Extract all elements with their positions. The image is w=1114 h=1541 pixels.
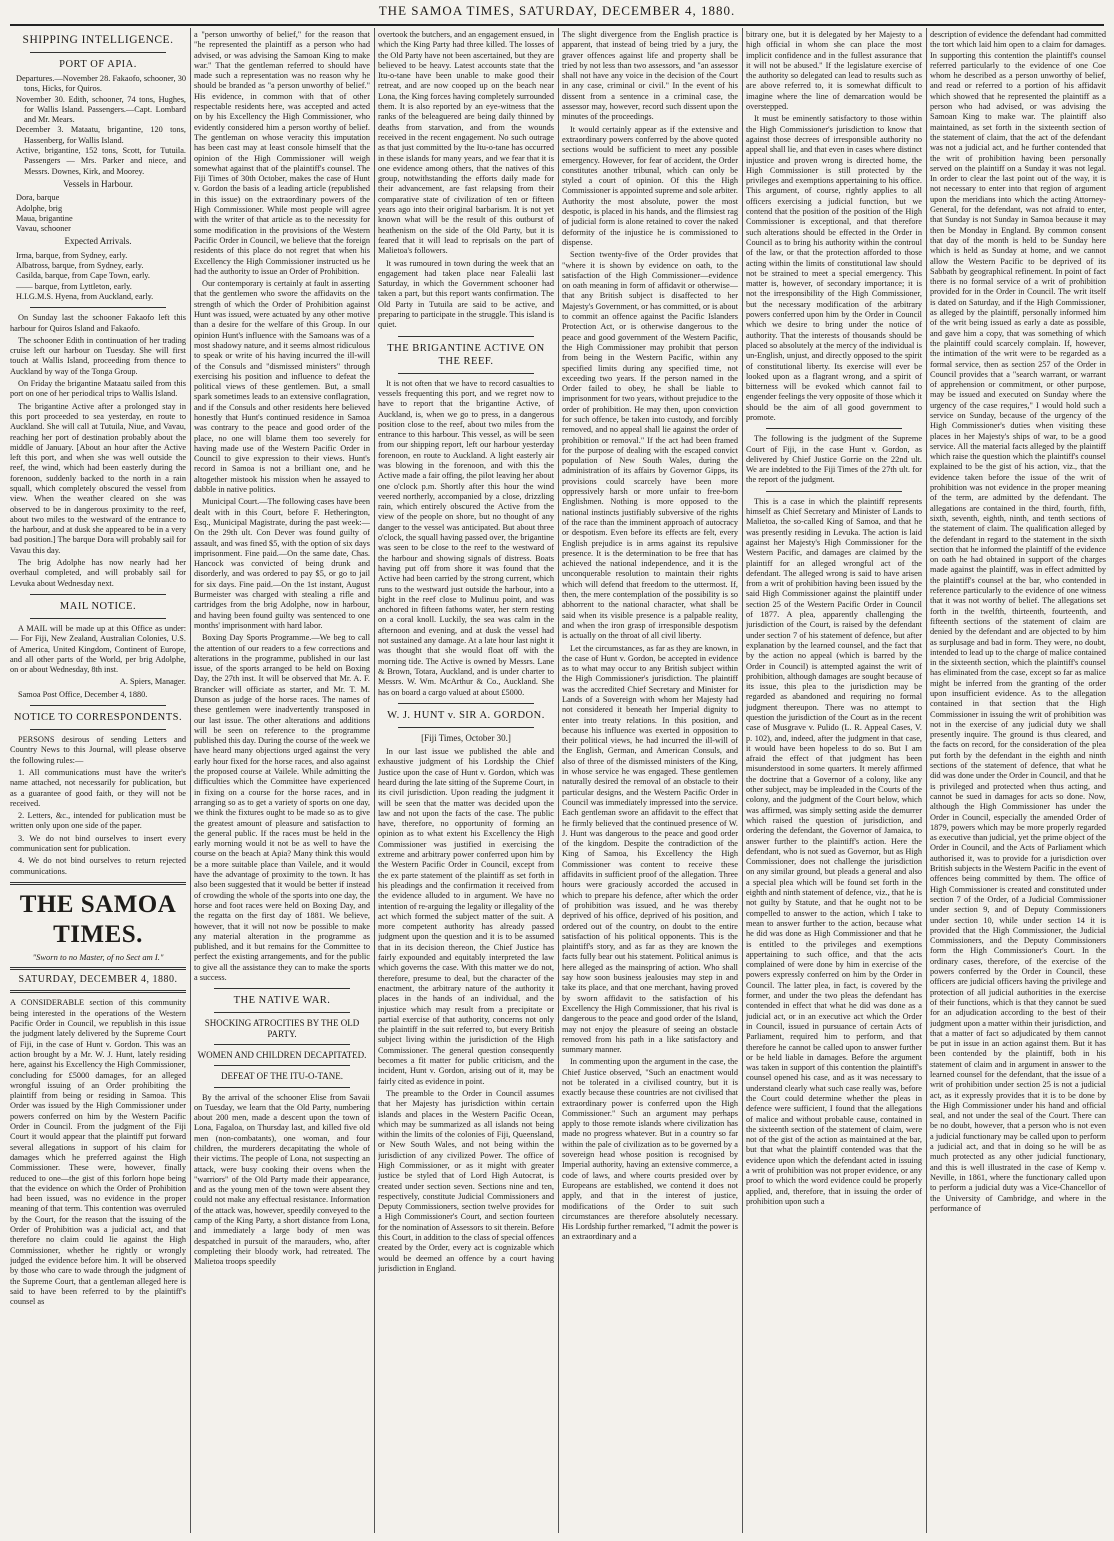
- list-item: H.I.G.M.S. Hyena, from Auckland, early.: [16, 291, 154, 301]
- judgment-paragraph: This is a case in which the plaintiff represents himself as Chief Secretary and Minister of Lands to Malietoa, the so-called King of Samoa, and that he was presently residing in Levuka. The action is laid against her Majesty's High Commissioner for the Western Pacific, and damages are claimed by the plaintiff for an alleged wrongful act of the defendant. The alleged wrong is said to have arisen from a writ of prohibition having been issued by the said High Commissioner against the plaintiff under section 25 of the Western Pacific Order in Council of 1877. A plea, apparently challenging the jurisdiction of the Court, is raised by the defendant under section 7 of his statement of defence, but after explanation by the learned counsel, and the fact that by the action no appeal (which is barred by the Order in Council) is attempted against the writ of prohibition, although damages are sought because of its issue, this plea to the jurisdiction may be regarded as abandoned and requiring no formal judgment thereupon. There was no attempt to question the jurisdiction of the Court as in the recent case of Musgrave v. Pulido (L. R. Appeal Cases, V. p. 102), and, indeed, after the judgment in that case, it would have been hopeless to do so. But I am afraid the effect of that judgment has been misunderstood in some quarters. It merely affirmed the doctrine that a Governor of a colony, like any other subject, may be impleaded in the Courts of the colony, and the judgment of the Court below, which was affirmed, was simply setting aside the demurrer which raised the question of jurisdiction, and ordering the defendant, the Governor of Jamaica, to answer further to the plaintiff's action. Here the defendant, who is not sued as Governor, but as High Commissioner, does not challenge the jurisdiction on any similar ground, but pleads a general and also a special plea which will be found set forth in the eighth and ninth statement of defence, viz., that he is not guilty by Statute, and that he ought not to be compelled to answer to the action, which I take to mean to answer further to the action, because what he did was done as High Commissioner and that he is entitled to the privileges and exemptions appertaining to such office, and that the acts complained of were done by him in exercise of the powers expressly conferred on him by the Order in Council. The latter plea, in fact, is covered by the former, and under the two pleas the defendant has contended in effect that what he did was done as a judicial act, or in an executive act which the Order in Council, issued in pursuance of certain Acts of Parliament, required him to perform, and that therefore he cannot be called upon to answer further or be held liable in damages. Before the argument was taken in support of this contention the plaintiff's counsel opened his case, and as it was necessary to understand clearly what such case really was, before the Court could determine whether the pleas in defence were sufficient, I found that the allegations of malice and without probable cause, contained in the sixteenth section of the statement of claim, were not of the gist of the action as maintained at the bar, but that what the plaintiff contended was that the evidence upon which the defendant acted in issuing a writ of prohibition was not proper evidence, or any proof to which the word evidence could be properly applied, and, therefore, that in issuing the order of prohibition upon such a: [746, 496, 922, 1206]
- rule-item: 2. Letters, &c., intended for publication must be written only upon one side of the paper.: [10, 811, 186, 831]
- mail-signature: A. Spiers, Manager.: [119, 677, 186, 687]
- divider: [30, 594, 166, 595]
- war-subheading: DEFEAT OF THE ITU-O-TANE.: [221, 1071, 343, 1082]
- list-item: Casilda, barque, from Cape Town, early.: [16, 271, 150, 281]
- masthead-date: SATURDAY, DECEMBER 4, 1880.: [18, 974, 178, 986]
- divider: [214, 1087, 350, 1088]
- rule-item: 3. We do not bind ourselves to insert every communication sent for publication.: [10, 833, 186, 853]
- masthead-rule: [10, 967, 186, 970]
- divider: [214, 1012, 350, 1013]
- hunt-paragraph: It would certainly appear as if the extensive and extraordinary powers conferred by the above quoted sections would be sufficient to meet any possible emergency. However, for fear of accident, the Order constitutes another tribunal, which can only be styled a court of opinion. Of this the High Commissioner is appointed supreme and sole arbiter. Authority the most absolute, power the most despotic, is placed in his hands, and the flimsiest rag of judicial form is alone retained to cover the naked deformity of the injustice he is commissioned to dispense.: [562, 124, 738, 247]
- divider: [766, 491, 902, 492]
- correspondents-intro: PERSONS desirous of sending Letters and Country News to this Journal, will please observe the following rules:—: [10, 735, 186, 765]
- divider: [214, 988, 350, 989]
- expected-heading: Expected Arrivals.: [64, 236, 132, 247]
- hunt-source: [Fiji Times, October 30.]: [421, 732, 511, 743]
- masthead-title: THE SAMOA TIMES.: [19, 890, 177, 948]
- column-rule: [374, 28, 375, 1533]
- editorial-paragraph: Our contemporary is certainly at fault in asserting that the gentlemen who swore the affidavits on the strength of which the Order of Prohibition against Hunt was issued, were actuated by any other motive than a desire for the welfare of this Group. In our opinion Hunt's influence with the Samoans was of a most shadowy nature, and it seems almost ridiculous to speak or write of his having incurred the ill-will of the Consuls and "dismissed ministers" through exercising his position and influence to defeat the political views of these gentlemen. But, a small spark sometimes leads to an extensive conflagration, and if the Consuls and other residents here believed honestly that Hunt's continued residence in Samoa was contrary to the peace and good order of the place, no one will blame them too severely for having made use of the Western Pacific Order in Council to give expression to their views. Hunt's record in Samoa is not a brilliant one, and he altogether mistook his mission when he assayed to dabble in native politics.: [194, 279, 370, 495]
- list-item: Vavau, schooner: [16, 224, 71, 234]
- divider: [214, 1065, 350, 1066]
- list-item: Departures.—November 28. Fakaofo, schooner, 30 tons, Hicks, for Quiros.: [16, 74, 186, 94]
- shipping-paragraph: The brigantine Active after a prolonged stay in this port proceeded to sea yesterday, en route to Auckland. She will call at Tutuila, Niue, and Vavau, reaching her port of destination probably about the middle of January. [About an hour after the Active left this port, and when she was well outside the reef, the wind, which had been easterly during the forenoon, suddenly backed to the north in a rain squall, which completely obscured the vessel from view. When the weather cleared on she was observed to be in dangerous proximity to the reef, about two miles to the westward of the entrance to the harbour, and at dusk she appeared to be in a very bad position.] The barque Dora will probably sail for Vavau this day.: [10, 401, 186, 555]
- column-2: [194, 30, 370, 1530]
- shipping-paragraph: On Sunday last the schooner Fakaofo left this harbour for Quiros Island and Fakaofo.: [10, 313, 186, 333]
- war-paragraph: overtook the butchers, and an engagement ensued, in which the King Party had three killed. The losses of the Old Party have not been ascertained, but they are believed to be heavy. Latest accounts state that the Itu-o-tane have been unable to make good their retreat, and are now cooped up on the beach near Lona, the King forces having completely surrounded them. It is also reported by an eye-witness that the ranks of the beleaguered are being daily thinned by deaths from starvation, and from the wounds received in the recent engagement. No such outrage as that just committed by the Itu-o-tane has occurred in these islands for many years, and we fear that it is one evidence among others, that the natives of this group, notwithstanding the efforts daily made for their advancement, are fast relapsing from their comparative state of civilization of ten or fifteen years ago into their original barbarism. It is not yet known what will be the result of this outburst of heathenism on the side of the Old Party, but it is feared that it will lead to reprisals on the part of Malietoa's followers.: [378, 30, 554, 256]
- judgment-paragraph: description of evidence the defendant had committed the tort which laid him open to a claim for damages. In supporting this contention the plaintiff's counsel referred particularly to the evidence of one Coe whom he described as a person unworthy of belief, and read or referred to a portion of his affidavit which showed that he represented the plaintiff as a person who had advised, or was advising the Samoan King to make war. The plaintiff also maintained, as set forth in the sixteenth section of the statement of claim, that the act of the defendant was not a judicial act, and he further contended that the writ of prohibition having been personally served on the plaintiff on a Sunday it was not legal. In order to clear the last point out of the way, it is not necessary to enter into that region of argument upon the meridians into which the acting Attorney-General, for the defendant, was not afraid to enter, that Sunday is not Sunday in Samoa because it may then be Monday in England. By common consent that day of the month is held to be Sunday here which is held as Sunday at home, and we cannot allow the Western Pacific to be deprived of its Sabbath by geographical refinement. In point of fact there is no formal service of a writ of prohibition provided for in the Order in Council. The writ itself is dated on Saturday, and if the High Commissioner, as alleged by the plaintiff, personally informed him of the writ being issued as early a date as possible, and gave him a copy, that was something of which the plaintiff could scarcely complain. If, however, the intimation of the writ were to be regarded as a formal service, then as section 257 of the Order in Council provides that a "search warrant, or warrant of apprehension or commitment, or other purpose, may be issued and executed on Sunday where the urgency of the case requires," I would hold such a service on Sunday, because of the urgency of the High Commissioner's duties when visiting these places in her Majesty's ships of war, to be a good service. All the material facts alleged by the plaintiff which raise the question which the plaintiff's counsel explained to be the gist of his action, viz., that the evidence taken before the issue of the writ of prohibition was not evidence in the proper meaning of the term, are admitted by the defendant. The allegations are contained in the third, fourth, fifth, sixth, seventh, eighth, ninth, and tenth sections of the statement of claim. The qualification alleged by the defendant in regard to the statement in the sixth section that he informed the plaintiff of the evidence on oath he had obtained in support of the charges made against the plaintiff, was in effect admitted by the plaintiff's counsel at the bar, who contended in reference particularly to the evidence of one witness that it was not worthy of belief. The allegations set forth in the twelfth, thirteenth, fourteenth, and fifteenth sections of the statement of claim are denied by the defendant and are objected to by him as surplusage and bad in form. They were, no doubt, intended to lead up to the charge of malice contained in the sixteenth section, which the plaintiff's counsel has eliminated from the case, except so far as malice might be inferred from the granting of the order upon insufficient evidence. As to the allegation contained in that section that the High Commissioner in issuing the writ of prohibition was not in the exercise of any judicial duty we shall presently inquire. The ground is thus cleared, and the facts on record, for the consideration of the plea put forth by the defendant in the eighth and ninth sections of the statement of defence, that what he did was done under the Order in Council, and that he is privileged and protected when thus acting, and cannot be sued in damages for acts so done. Now, although the High Commissioner has under the Order in Council, especially the amended Order of 1879, powers which may be more properly regarded as executive than judicial, yet the prime object of the Order in Council, and the Acts of Parliament which authorised it, was to provide for a jurisdiction over British subjects in the Western Pacific in the event of offences being committed by them. The office of High Commissioner is created and constituted under section 7 of the Order, of a Judicial Commissioner under section 9, and of Deputy Commissioners under section 10, while under section 14 it is provided that the High Commissioner, the Judicial Commissioners, and the Deputy Commissioners form the High Commissioner's Court. In the ordinary cases, therefore, of the exercise of the powers conferred by the Order in Council, these officers are judicial officers having the privilege and protection of all judicial authorities in the exercise of their functions, which is that they cannot be sued for an adjudication according to the best of their judgment upon a matter within their jurisdiction, and that a matter of fact so adjudicated by them cannot be put in issue in an action against them. But it has been contended by the plaintiff, both in his statement of claim and in argument in answer to the learned counsel for the defendant, that the issue of a writ of prohibition under section 25 is not a judicial act, as it expressly provides that it is to be done by the High Commissioner under his hand and official seal, and not under the seal of the Court. There can be no doubt, however, that a person who is not even a judicial functionary may be called upon to perform a judicial act, and that in doing so he will be as much protected as any other judicial functionary, and this is well illustrated in the case of Kemp v. Neville, in 1861, where the functionary called upon to perform a judicial duty was a Vice-Chancellor of the University of Cambridge, and where in the performance of: [930, 30, 1106, 1213]
- column-3: [378, 30, 554, 1530]
- expected-list: [10, 251, 186, 302]
- mail-heading: MAIL NOTICE.: [59, 600, 137, 612]
- judgment-intro: The following is the judgment of the Supreme Court of Fiji, in the case Hunt v. Gordon, as delivered by Chief Justice Gorrie on the 22nd ult. We are indebted to the Fiji Times of the 27th ult. for the report of the judgment.: [746, 434, 922, 485]
- shipping-paragraph: The brig Adolphe has now nearly had her overhaul completed, and will probably sail for Levuka about Wednesday next.: [10, 558, 186, 588]
- mail-office: Samoa Post Office, December 4, 1880.: [18, 689, 148, 699]
- header-rule: [10, 24, 1104, 26]
- vessels-list: [10, 193, 186, 234]
- column-1: [10, 30, 186, 1530]
- hunt-paragraph: In our last issue we published the able and exhaustive judgment of his Lordship the Chief Justice upon the case of Hunt v. Gordon, which was heard during the late sitting of the Supreme Court, in its civil jurisdiction. Upon reading the judgment it will be seen that the matter was decided upon the law and not upon the facts of the case. The public have, therefore, no opportunity of forming an opinion as to what extent his Excellency the High Commissioner was justified in exercising the extreme and arbitrary power conferred upon him by the Western Pacific Order in Council, except from the ex parte statement of the plaintiff as set forth in his pleadings and the confirmation it received from the evidence alluded to in argument. We have no intention of re-arguing the legality or illegality of the act which formed the subject matter of the suit. A more competent authority has already passed judgment upon the question and it is to be assumed that in its decision thereon, the Chief Justice has fairly expounded and equitably interpreted the law which governs the case. With this matter we do not, therefore, presume to deal, but the character of the enactment, the arbitrary nature of the authority it places in the hands of an individual, and the injustice which may result from a precipitate or partial exercise of that authority, concerns not only the plaintiff in the suit referred to, but every British subject living within the jurisdiction of the High Commissioner. The general question consequently becomes a fit matter for public criticism, and the incident, Hunt v. Gordon, arising out of it, may be fairly cited as evidence in point.: [378, 747, 554, 1086]
- correspondents-heading: NOTICE TO CORRESPONDENTS.: [13, 712, 183, 724]
- divider: [398, 703, 534, 704]
- list-item: Active, brigantine, 152 tons, Scott, for Tutuila. Passengers — Mrs. Parker and niece, and Messrs. Downes, Kirk, and Moorey.: [16, 146, 186, 176]
- rule-item: 1. All communications must have the writer's name attached, not necessarily for publication, but as a guarantee of good faith, or they will not be received.: [10, 767, 186, 808]
- hunt-paragraph: The slight divergence from the English practice is apparent, that instead of being tried by a jury, the graver offences against life and property shall be tried by not less than two assessors, and "an assessor shall not have any voice in the decision of the Court in any case, criminal or civil." In the event of his dissent from a sentence in a criminal case, the assessor may, however, record such dissent upon the minutes of the proceedings.: [562, 30, 738, 122]
- municipal-court-paragraph: Municipal Court.—The following cases have been dealt with in this Court, before F. Hetherington, Esq., Municipal Magistrate, during the past week:—On the 29th ult. Con Dever was found guilty of assault, and was fined $5, with the option of six days imprisonment. Fine paid.—On the same date, Chas. Hancock was convicted of being drunk and disorderly, and was ordered to pay $5, or go to jail for six days. Fine paid.—On the 1st instant, August Burmeister was charged with stealing a rifle and cartridges from the brig Adolphe, now in harbour, and having been found guilty was sentenced to one months' imprisonment with hard labor.: [194, 497, 370, 630]
- editorial-paragraph: A CONSIDERABLE section of this community being interested in the operations of the Western Pacific Order in Council, we republish in this issue the judgment lately delivered by the Supreme Court of Fiji, in the case of Hunt v. Gordon. This was an action brought by a Mr. W. J. Hunt, lately residing here, against his Excellency the High Commissioner, concluding for £5000 damages, for an alleged wrongful issuing of an Order prohibiting the plaintiff from being or residing in Samoa. This Order was issued by the High Commissioner under powers conferred on him by the Western Pacific Order in Council. From the judgment of the Fiji Court it would appear that the plaintiff put forward several allegations in support of his claim for damages which he preferred against the High Commissioner. These were, however, finally reduced to one—the gist of this forlorn hope being that the evidence on which the Order of Prohibition had been issued, was no evidence in the proper meaning of that term. This contention was overruled by the Court, for the reason that the issuing of the Order of Prohibition was a judicial act, and that therefore no claim could lie against the High Commissioner, whether he rightly or wrongly judged the evidence before him. It will be observed by those who care to wade through the judgment of the Supreme Court, that a gentleman alleged here is said to have been referred to by the plaintiff's counsel as: [10, 998, 186, 1307]
- hunt-paragraph: The preamble to the Order in Council assumes that her Majesty has jurisdiction within certain islands and places in the Western Pacific Ocean, which may be summarized as all islands not being within the limits of the colonies of Fiji, Queensland, or New South Wales, and not being within the jurisdiction of any civilized Power. The office of High Commissioner, or as it might with greater justice be styled that of Lord High Autocrat, is created under section seven. Sections nine and ten, respectively, constitute Judicial Commissioners and Deputy Commissioners, section twelve provides for a High Commissioner's Court, and section fourteen for the nomination of Assessors to sit therein. Before this Court, in addition to the class of special offences created by the Order, every act is cognizable which would be deemed an offence by a court having jurisdiction in England.: [378, 1088, 554, 1273]
- masthead-rule: [10, 990, 186, 993]
- native-war-heading: THE NATIVE WAR.: [233, 995, 331, 1007]
- divider: [398, 373, 534, 374]
- war-subheading: SHOCKING ATROCITIES BY THE OLD PARTY.: [204, 1018, 360, 1039]
- brigantine-paragraph: It is not often that we have to record casualties to vessels frequenting this port, and we regret now to have to report that the brigantine Active, of Auckland, is, when we go to press, in a dangerous position close to the reef, about two miles from the entrance to this harbour. This vessel, as will be seen from our shipping report, left our harbour yesterday forenoon, en route to Auckland. A light easterly air was blowing in the forenoon, and with this the Active made a fair offing, the pilot leaving her about one o'clock p.m. Shortly after this hour the wind veered northerly, accompanied by a close, drizzling rain, which entirely obscured the Active from the view of the people on shore, but no thought of any danger to the vessel was anticipated. But about three o'clock, the squall having passed over, the brigantine was seen to be close to the reef to the westward of the harbour and showing signals of distress. Boats having put off from shore it was found that the Active had been carried by the strong current, which runs to the westward just outside the harbour, into a bight in the reef close to Mulinuu point, and was anchored in fifteen fathoms water, her stern resting on a coral knoll. Luckily, the sea was calm in the afternoon and evening, and at dusk the vessel had not sustained any damage. At a late hour last night it was thought that she would float off with the morning tide. The Active is owned by Messrs. Lane & Brown, Totara, Auckland, and is under charter to Messrs. W. Wm. McArthur & Co., Auckland. She has on board a cargo valued at about £5000.: [378, 378, 554, 697]
- divider: [766, 428, 902, 429]
- column-rule: [742, 28, 743, 1533]
- vessels-heading: Vessels in Harbour.: [63, 178, 133, 189]
- list-item: December 3. Mataatu, brigantine, 120 tons, Hassenberg, for Wallis Island.: [16, 125, 186, 145]
- rule-item: 4. We do not bind ourselves to return rejected communications.: [10, 856, 186, 876]
- column-rule: [190, 28, 191, 1533]
- mail-body: A MAIL will be made up at this Office as under:— For Fiji, New Zealand, Australian Colonies, U.S. of America, United Kingdom, Continent of Europe, and all other parts of the World, per brig Adolphe, on or about Wednesday, 8th inst.: [10, 623, 186, 675]
- hunt-gordon-heading: W. J. HUNT v. SIR A. GORDON.: [387, 709, 545, 721]
- divider: [398, 727, 534, 728]
- column-5: [746, 30, 922, 1530]
- war-paragraph: It was rumoured in town during the week that an engagement had taken place near Falealii last Saturday, in which the Government schooner had taken a part, but this report wants confirmation. The Old Party in Tutuila are said to be active, and preparing to participate in the struggle. This island is quiet.: [378, 258, 554, 330]
- war-paragraph: By the arrival of the schooner Elise from Savaii on Tuesday, we learn that the Old Party, numbering about 200 men, made a descent upon the town of Lona, Fagaloa, on Thursday last, and killed five old men (non-combatants), one woman, and four children, the murderers decapitating the whole of their victims. The people of Lona, not suspecting an attack, were busy cooking their ovens when the "warriors" of the Old Party made their appearance, and as the young men of the town were absent they could not make any effectual resistance. Information of the attack was, however, speedily conveyed to the camp of the King Party, a short distance from Lona, and immediately a large body of men was despatched in pursuit of the marauders, who, after completing their bloody work, had retreated. The Malietoa troops speedily: [194, 1092, 370, 1267]
- hunt-paragraph: Let the circumstances, as far as they are known, in the case of Hunt v. Gordon, be accepted in evidence as to what may occur to any British subject within the High Commissioner's jurisdiction. The plaintiff was the accredited Chief Secretary and Minister for Lands of a Sovereign with whom her Majesty had not considered it beneath her Imperial dignity to enter into treaty relations. In this position, and because his influence was exerted in opposition to their political views, he had incurred the ill-will of the English, German, and American Consuls, and also of three of the dismissed ministers of the King, in whose service he was engaged. These gentlemen naturally desired the removal of an obstacle to their particular designs, and the Western Pacific Order in Council was immediately impressed into the service. Each gentleman swore an affidavit to the effect that he firmly believed that the continued presence of W. J. Hunt was dangerous to the peace and good order of the kingdom. Despite the contradiction of the King of Samoa, his Excellency the High Commissioner was content to receive these affidavits in sufficient proof of the allegation. Three hours were graciously accorded the accused in which to prepare his defence, after which the order of prohibition was issued, and he was thereby deprived of his office, deprived of his position, and ordered out of the country, on doubt to the entire satisfaction of his political opponents. This is the plaintiff's story, and as far as they are known the facts fully bear out his statement. Political animus is here alleged as the mainspring of action. Who shall say how soon business jealousies may step in and take its place, and that one merchant, having proved by sworn affidavit to the satisfaction of his Excellency the High Commissioner, that his rival is dangerous to the peace and good order of the Island, may not enjoy the pleasure of seeing an obstacle removed from his path in a like satisfactory and summary manner.: [562, 643, 738, 1055]
- boxing-day-paragraph: Boxing Day Sports Programme.—We beg to call the attention of our readers to a few corrections and alterations in the programme, published in our last issue, of the sports arranged to be held on Boxing Day, the 27th inst. It will be observed that Mr. A. F. Brancker will officiate as starter, and Mr. T. M. Dunson as judge of the horse races. The names of these gentlemen were inadvertently transposed in our last issue. The other alterations and additions will be seen on reference to the programme published this day. During the course of the week we have heard many objections urged against the very early hour fixed for the horse races, and also against the proposed course at Vailele. While admitting the difficulties which the Committee have experienced in fixing on a course for the horse races, and in arranging so as to get a variety of sports on one day, we think the fixtures ought to be made so as to give the greatest amount of pleasure and satisfaction to the general public. If the races must be held in the early morning would it not be as well to have the course on the beach at Apia? Many think this would be a more suitable place than Vailele, and it would have the advantage of proximity to the town. It has also been suggested that it would be better if instead of crowding the whole of the sports into one day, the horse and foot races were held on Boxing Day, and the regatta on the first day of 1881. We believe, however, that it will not now be possible to make any material alteration in the programme as published, and it but remains for the Committee to perfect the existing arrangements, and for the public to give all the assistance they can to make the sports a success.: [194, 633, 370, 983]
- hunt-paragraph: It must be eminently satisfactory to those within the High Commissioner's jurisdiction to know that against those decrees of irresponsible authority no appeal shall lie, and that even in cases where distinct injustice and proven wrong is directed home, the High Commissioner is still protected by the privileges and exemptions appertaining to his office. This argument, of course, rightly applies to all officers exercising a judicial function, but we contend that the position of the position of the High Commissioner is exceptional, and that therefore such alterations should be effected in the Order in Council as to bring his authority within the controul of the law, or that the protection afforded to those acting within the limits of constitutional law should not be strained to meet a special emergency. This matter is, however, of secondary importance; it is not the irresponsibility of the High Commissioner, but the necessary modification of the arbitrary powers conferred upon him by the Order in Council which we desire to bring under the notice of authority. That the interests of thousands should be placed so absolutely at the mercy of the individual is un-English, unjust, and directly opposed to the spirit of constitutional liberty. Its exercise will ever be looked upon as a flagrant wrong, and a spirit of bitterness will be evoked which cannot fail to engender feelings the very opposite of those which it should be the aim of all good government to promote.: [746, 114, 922, 422]
- divider: [30, 307, 166, 308]
- list-item: Adolphe, brig: [16, 203, 63, 213]
- column-rule: [926, 28, 927, 1533]
- editorial-paragraph: a "person unworthy of belief," for the reason that "he represented the plaintiff as a person who had advised, or was advising the Samoan King to make war." That the gentleman referred to should have made such a representation was no reason why he should be branded as "a person unworthy of belief." His evidence, in common with that of other respectable residents here, was accepted and acted on by his Excellency the High Commissioner, who evidently considered him a person worthy of belief. The gentleman on whose veracity this imputation has been cast may at least console himself that the opinion of the High Commissioner will weigh somewhat against that of the plaintiff's counsel. The Fiji Times of 30th October, makes the case of Hunt v. Gordon the basis of a leading article (republished in this issue) on the extraordinary powers of the High Commissioner. While most people will agree with the writer of that article as to the necessity for some modification in the provisions of the Western Pacific Order in Council, we believe that the foreign residents of this place do not regret that when his Excellency the High Commissioner instructed us he had the authority to issue an Order of Prohibition.: [194, 30, 370, 276]
- shipping-paragraph: On Friday the brigantine Mataatu sailed from this port on one of her periodical trips to Wallis Island.: [10, 379, 186, 399]
- masthead-rule: [10, 882, 186, 885]
- list-item: Maua, brigantine: [16, 213, 73, 223]
- shipping-heading: SHIPPING INTELLIGENCE.: [22, 34, 174, 46]
- hunt-paragraph: Section twenty-five of the Order provides that "where it is shown by evidence on oath, to the satisfaction of the High Commissioner—evidence on oath meaning in form of affidavit or otherwise—that any British subject is disaffected to her Majesty's Government, or has committed, or is about to commit an offence against the Pacific Islanders Protection Act, or is otherwise dangerous to the peace and good government of the Western Pacific, the High Commissioner may prohibit that person from being in the Western Pacific, within any specified limits during any specified time, not exceeding two years. If the person named in the Order failed to obey, he shall be liable to imprisonment for two years, without prejudice to the order of prohibition. He may then, upon conviction for such offence, be taken into custody, and forcibly removed, and no appeal shall lie against the order of prohibition or removal." If the act had been framed for the purpose of dealing with the escaped convict population of New South Wales, during the administration of its affairs by Governor Gipps, its provisions could scarcely have been more oppressively harsh or more unfair to free-born Englishmen. Nothing is more opposed to the national instincts justifiably subversive of the rights of the race than the imminent approach of autocracy or despotism. Even before its effects are felt, every English prejudice is in arms against its repulsive presence. It is the determination to be free that has achieved the national independence, and it is the unconquerable resolution to maintain their rights which will defend that freedom to the uttermost. If, then, the mere contemplation of the possibility is so abhorrent to the national character, what shall be said when its visible presence is a palpable reality, and when the iron grasp of irresponsible despotism is actually on the throat of all civil liberty.: [562, 250, 738, 641]
- departures-list: [10, 74, 186, 177]
- divider: [30, 705, 166, 706]
- page-header: THE SAMOA TIMES, SATURDAY, DECEMBER 4, 1880.: [378, 3, 736, 18]
- list-item: —— barque, from Lyttleton, early.: [16, 281, 132, 291]
- list-item: Irma, barque, from Sydney, early.: [16, 250, 128, 260]
- column-4: [562, 30, 738, 1530]
- divider: [30, 52, 166, 53]
- masthead-motto: "Sworn to no Master, of no Sect am I.": [32, 951, 164, 962]
- list-item: November 30. Edith, schooner, 74 tons, Hughes, for Wallis Island. Passengers.—Capt. Lombard and Mr. Mears.: [16, 94, 186, 125]
- divider: [30, 729, 166, 730]
- shipping-paragraph: The schooner Edith in continuation of her trading cruise left our harbour on Tuesday. She will first touch at Wallis Island, proceeding from thence to Auckland by way of the Tonga Group.: [10, 335, 186, 376]
- port-heading: PORT OF APIA.: [59, 59, 137, 70]
- column-rule: [558, 28, 559, 1533]
- list-item: Albatross, barque, from Sydney, early.: [16, 261, 144, 271]
- brigantine-heading: THE BRIGANTINE ACTIVE ON THE REEF.: [387, 342, 545, 367]
- divider: [30, 618, 166, 619]
- hunt-paragraph: In commenting upon the argument in the case, the Chief Justice observed, "Such an enactment would not be tolerated in a civilised country, but it is exactly because these countries are not civilised that extraordinary power is conferred upon the High Commissioner." Such an argument may perhaps apply to those remote islands where civilization has made no progress whatever. But in a country so far within the pale of civilization as to be governed by a sovereign head whose position is recognised by Imperial authority, having an extensive commerce, a code of laws, and where courts presided over by Europeans are established, we contend it does not apply, and that in the interest of justice, modifications of the Order to suit such circumstances are therefore absolutely necessary. His Lordship further remarked, "I admit the power is an extraordinary and a: [562, 1057, 738, 1242]
- column-6: [930, 30, 1106, 1530]
- divider: [398, 336, 534, 337]
- hunt-paragraph: bitrary one, but it is delegated by her Majesty to a high official in whom she can place the most implicit confidence and in the fullest assurance that it will not be abused." If the legislature exercise of the authority so delegated can lead to results such as are above referred to, it is somewhat difficult to imagine where the line of demarcation would be overstepped.: [746, 30, 922, 112]
- war-subheading: WOMEN AND CHILDREN DECAPITATED.: [197, 1049, 367, 1060]
- divider: [214, 1044, 350, 1045]
- list-item: Dora, barque: [16, 193, 60, 203]
